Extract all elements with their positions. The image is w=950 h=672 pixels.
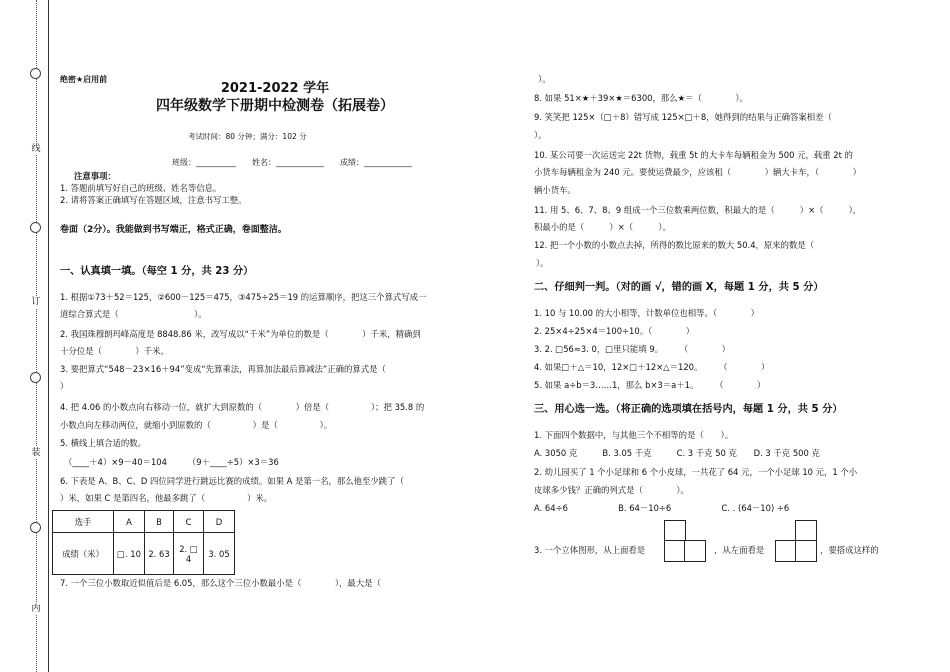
table-header-cell: A <box>114 511 145 533</box>
choice-2-options: A. 64÷6 B. 64－10÷6 C. . (64－10) ÷6 <box>534 503 790 513</box>
q2-line1: 2. 我国珠穆朗玛峰高度是 8848.86 米，改写成以“千米”为单位的数是（ ）千米，精确到 <box>60 329 421 339</box>
secret-label: 绝密★启用前 <box>60 75 108 84</box>
choice-3-start: 3. 一个立体图形，从上面看是 <box>534 545 646 555</box>
cube-square <box>664 520 686 542</box>
table-header-row <box>53 511 235 533</box>
q5-equations: （____＋4）×9－40＝104 （9＋____÷5）×3＝36 <box>64 457 279 467</box>
binding-char-line: 线 <box>29 143 43 155</box>
neatness-score: 卷面（2分）。我能做到书写端正，格式正确，卷面整洁。 <box>60 225 287 235</box>
q9-line2: ）。 <box>534 130 547 140</box>
binding-char-fold: 装 <box>29 447 43 459</box>
q12-line1: 12. 把一个小数的小数点去掉，所得的数比原来的数大 50.4，原来的数是（ <box>534 240 815 250</box>
judge-4: 4. 如果□＋△＝10，12×□＋12×△＝120。 （ ） <box>534 362 770 372</box>
section-3-title: 三、用心选一选。（将正确的选项填在括号内，每题 1 分，共 5 分） <box>534 404 843 415</box>
q6-line1: 6. 下表是 A、B、C、D 四位同学进行跳远比赛的成绩。如果 A 是第一名，那么他至少跳了（ <box>60 476 404 486</box>
q10-line3: 辆小货车。 <box>534 185 576 195</box>
q4-line1: 4. 把 4.06 的小数点向右移动一位，就扩大到原数的（ ）倍是（ ）；把 35.8 的 <box>60 402 425 412</box>
score-table <box>52 510 235 575</box>
q11-line2: 积最小的是（ ）×（ ）。 <box>534 222 671 232</box>
q4-line2: 小数点向左移动两位，就缩小到原数的（ ）是（ ）。 <box>60 420 333 430</box>
choice-3-end: ，要搭成这样的 <box>820 545 879 555</box>
student-fields: 班级：__________ 姓名：____________ 成绩：____________ <box>172 158 412 167</box>
cube-square <box>684 540 706 562</box>
cube-square <box>664 540 686 562</box>
q9-line1: 9. 笑笑把 125×（□＋8）错写成 125×□＋8，她得到的结果与正确答案相差（ <box>534 112 832 122</box>
exam-year-title: 2021-2022 学年 <box>220 81 330 96</box>
table-row <box>53 533 235 575</box>
cube-square <box>795 540 817 562</box>
table-cell-c-top: 2. □ <box>179 543 198 554</box>
choice-2-line2: 皮球多少钱？正确的列式是（ ）。 <box>534 485 689 495</box>
binding-circle <box>30 68 41 79</box>
notes-title: 注意事项： <box>74 171 116 181</box>
judge-1: 1. 10 与 10.00 的大小相等，计数单位也相等。（ ） <box>534 308 759 318</box>
exam-info: 考试时间：80 分钟；满分：102 分 <box>188 132 307 141</box>
cube-square <box>775 540 797 562</box>
section-1-title: 一、认真填一填。（每空 1 分，共 23 分） <box>60 266 254 277</box>
binding-circle <box>30 372 41 383</box>
binding-char-order: 订 <box>29 296 43 308</box>
cube-square <box>795 520 817 542</box>
table-header-cell: D <box>204 511 235 533</box>
table-cell-c <box>174 533 204 575</box>
table-cell-a: □. 10 <box>114 533 145 575</box>
q10-line2: 小货车每辆租金为 240 元。要使运费最少，应该租（ ）辆大卡车，（ ） <box>534 167 861 177</box>
note-1: 1. 答题前填写好自己的班级、姓名等信息。 <box>60 183 222 193</box>
table-cell-d: 3. 05 <box>204 533 235 575</box>
q8-line: 8. 如果 51×★＋39×★＝6300，那么★＝（ ）。 <box>534 93 748 103</box>
q12-line2: ）。 <box>536 258 549 268</box>
choice-3-mid: ，从左面看是 <box>714 545 765 555</box>
judge-2: 2. 25×4÷25×4＝100÷10。（ ） <box>534 326 695 336</box>
table-header-cell: C <box>174 511 204 533</box>
exam-main-title: 四年级数学下册期中检测卷（拓展卷） <box>156 98 394 114</box>
q11-line1: 11. 用 5、6、7、8、9 组成一个三位数乘两位数，积最大的是（ ）×（ ）， <box>534 205 862 215</box>
choice-2-line1: 2. 幼儿园买了 1 个小足球和 6 个小皮球，一共花了 64 元，一个小足球 10 元，1 个小 <box>534 467 858 477</box>
q7-continuation: ）。 <box>538 74 551 84</box>
binding-circle <box>30 222 41 233</box>
binding-solid-line <box>48 0 49 672</box>
q5-line: 5. 横线上填合适的数。 <box>60 438 147 448</box>
choice-1: 1. 下面四个数据中，与其他三个不相等的是（ ）。 <box>534 430 734 440</box>
binding-dotted-line <box>36 0 37 672</box>
q7-line: 7. 一个三位小数取近似值后是 6.05，那么这个三位小数最小是（ ），最大是（ <box>60 578 381 588</box>
q6-line2: ）米，如果 C 是第四名，他最多跳了（ ）米。 <box>60 493 273 503</box>
table-header-cell: 选手 <box>53 511 114 533</box>
table-row-label: 成绩（米） <box>53 533 114 575</box>
q3-line2: ） <box>60 381 69 391</box>
binding-circle <box>30 522 41 533</box>
binding-char-inner: 内 <box>29 603 43 615</box>
q2-line2: 十分位是（ ）千米。 <box>60 346 169 356</box>
table-cell-c-bottom: 4 <box>185 553 192 564</box>
judge-3: 3. 2. □56≈3. 0，□里只能填 9。 （ ） <box>534 344 731 354</box>
q1-line2: 道综合算式是（ ）。 <box>60 309 207 319</box>
q1-line1: 1. 根据①73＋52＝125，②600－125＝475，③475÷25＝19 的运算顺序，把这三个算式写成一 <box>60 292 427 302</box>
table-header-cell: B <box>145 511 174 533</box>
choice-1-options: A. 3050 克 B. 3.05 千克 C. 3 千克 50 克 D. 3 千克 500 克 <box>534 448 820 458</box>
q10-line1: 10. 某公司要一次运送完 22t 货物，载重 5t 的大卡车每辆租金为 500 元，载重 2t 的 <box>534 150 853 160</box>
note-2: 2. 请将答案正确填写在答题区域，注意书写工整。 <box>60 195 247 205</box>
table-cell-b: 2. 63 <box>145 533 174 575</box>
q3-line1: 3. 要把算式“548－23×16＋94”变成“先算乘法，再算加法最后算减法”正确的算式是（ <box>60 364 386 374</box>
judge-5: 5. 如果 a÷b＝3……1，那么 b×3＝a＋1。 （ ） <box>534 380 766 390</box>
section-2-title: 二、仔细判一判。（对的画 √，错的画 X，每题 1 分，共 5 分） <box>534 282 824 293</box>
